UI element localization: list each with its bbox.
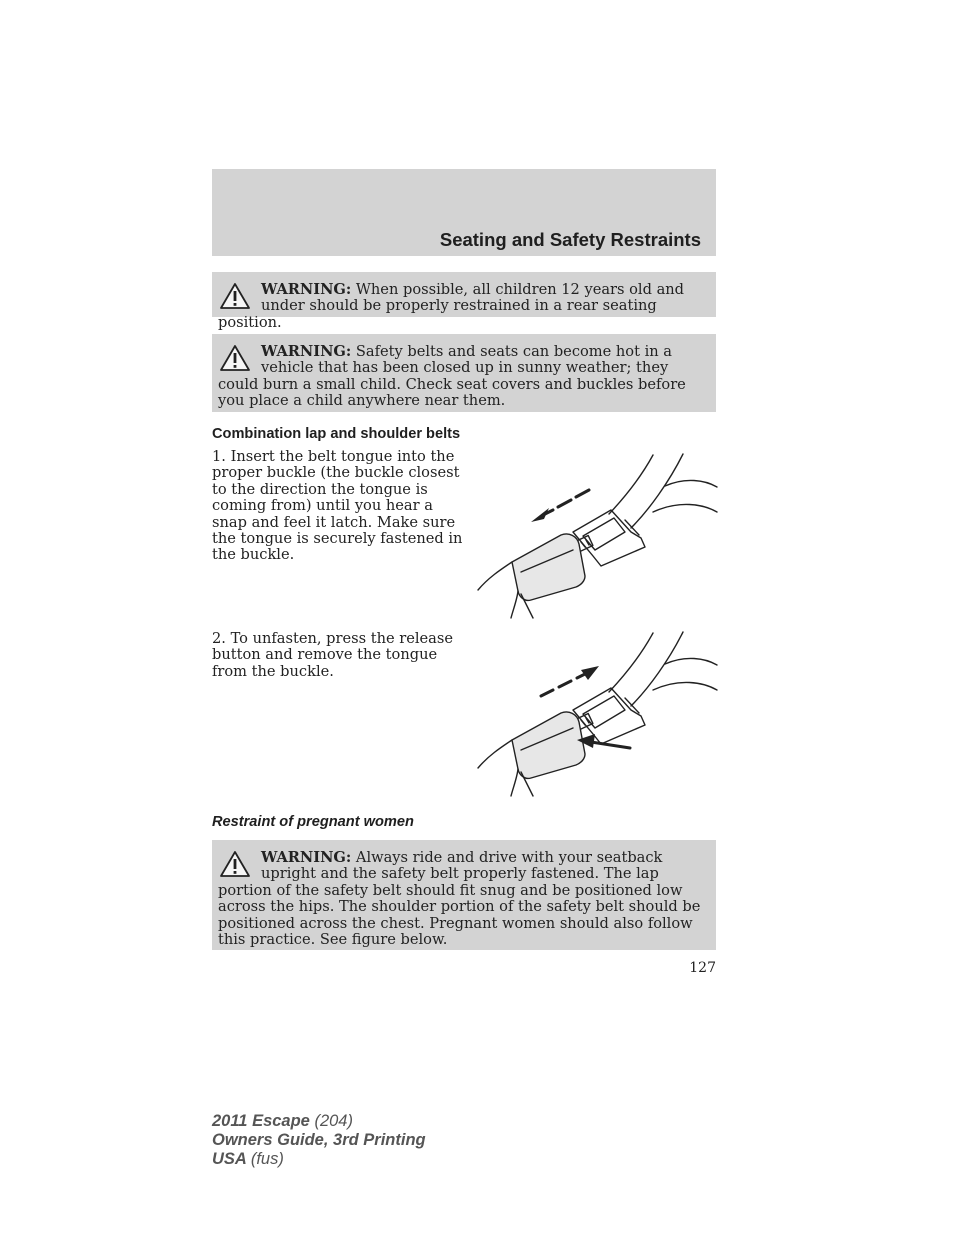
warning-label: WARNING: (261, 849, 352, 866)
warning-label: WARNING: (261, 281, 352, 298)
section-title: Seating and Safety Restraints (439, 229, 701, 250)
footer-market: USA (212, 1150, 247, 1168)
belt-fasten-illustration (473, 452, 718, 620)
section-heading-combination-belts: Combination lap and shoulder belts (212, 426, 461, 442)
footer-model: 2011 Escape (212, 1112, 310, 1130)
footer-model-code: (204) (314, 1112, 353, 1130)
warning-triangle-icon (219, 344, 251, 372)
warning-triangle-icon (219, 850, 251, 878)
footer-market-code: (fus) (250, 1150, 284, 1168)
belt-release-illustration (473, 630, 718, 798)
warning-triangle-icon (219, 282, 251, 310)
footer-guide: Owners Guide, 3rd Printing (212, 1131, 426, 1149)
footer-model-line (212, 1112, 426, 1131)
warning-box-pregnant-women (212, 840, 716, 950)
warning-box-hot-belts (212, 334, 716, 412)
warning-text: Safety belts and seats can become hot in a vehicle that has been closed up in sunny weather; they could burn a small child. Check seat covers and buckles before you place a child anywhere near them. (218, 343, 686, 410)
document-footer (212, 1112, 426, 1169)
section-header-band (212, 169, 716, 256)
footer-market-line (212, 1150, 426, 1169)
warning-box-children-rear-seat (212, 272, 716, 331)
step-2-text: 2. To unfasten, press the release button and remove the tongue from the buckle. (212, 630, 454, 680)
warning-label: WARNING: (261, 343, 352, 360)
warning-text: Always ride and drive with your seatback upright and the safety belt properly fastened. The lap portion of the safety belt should fit snug and be positioned low across the hips. The shoulder portion of the safety belt should be positioned across the chest. Pregnant women should also follow this practice. See figure below. (218, 849, 701, 949)
warning-text: When possible, all children 12 years old and under should be properly restrained in a rear seating position. (218, 281, 685, 331)
section-heading-pregnant-women: Restraint of pregnant women (212, 814, 414, 830)
step-1-text: 1. Insert the belt tongue into the proper buckle (the buckle closest to the direction the tongue is coming from) until you hear a snap and feel it latch. Make sure the tongue is securely fastened in the buckle. (212, 448, 463, 564)
page-number: 127 (689, 960, 716, 976)
